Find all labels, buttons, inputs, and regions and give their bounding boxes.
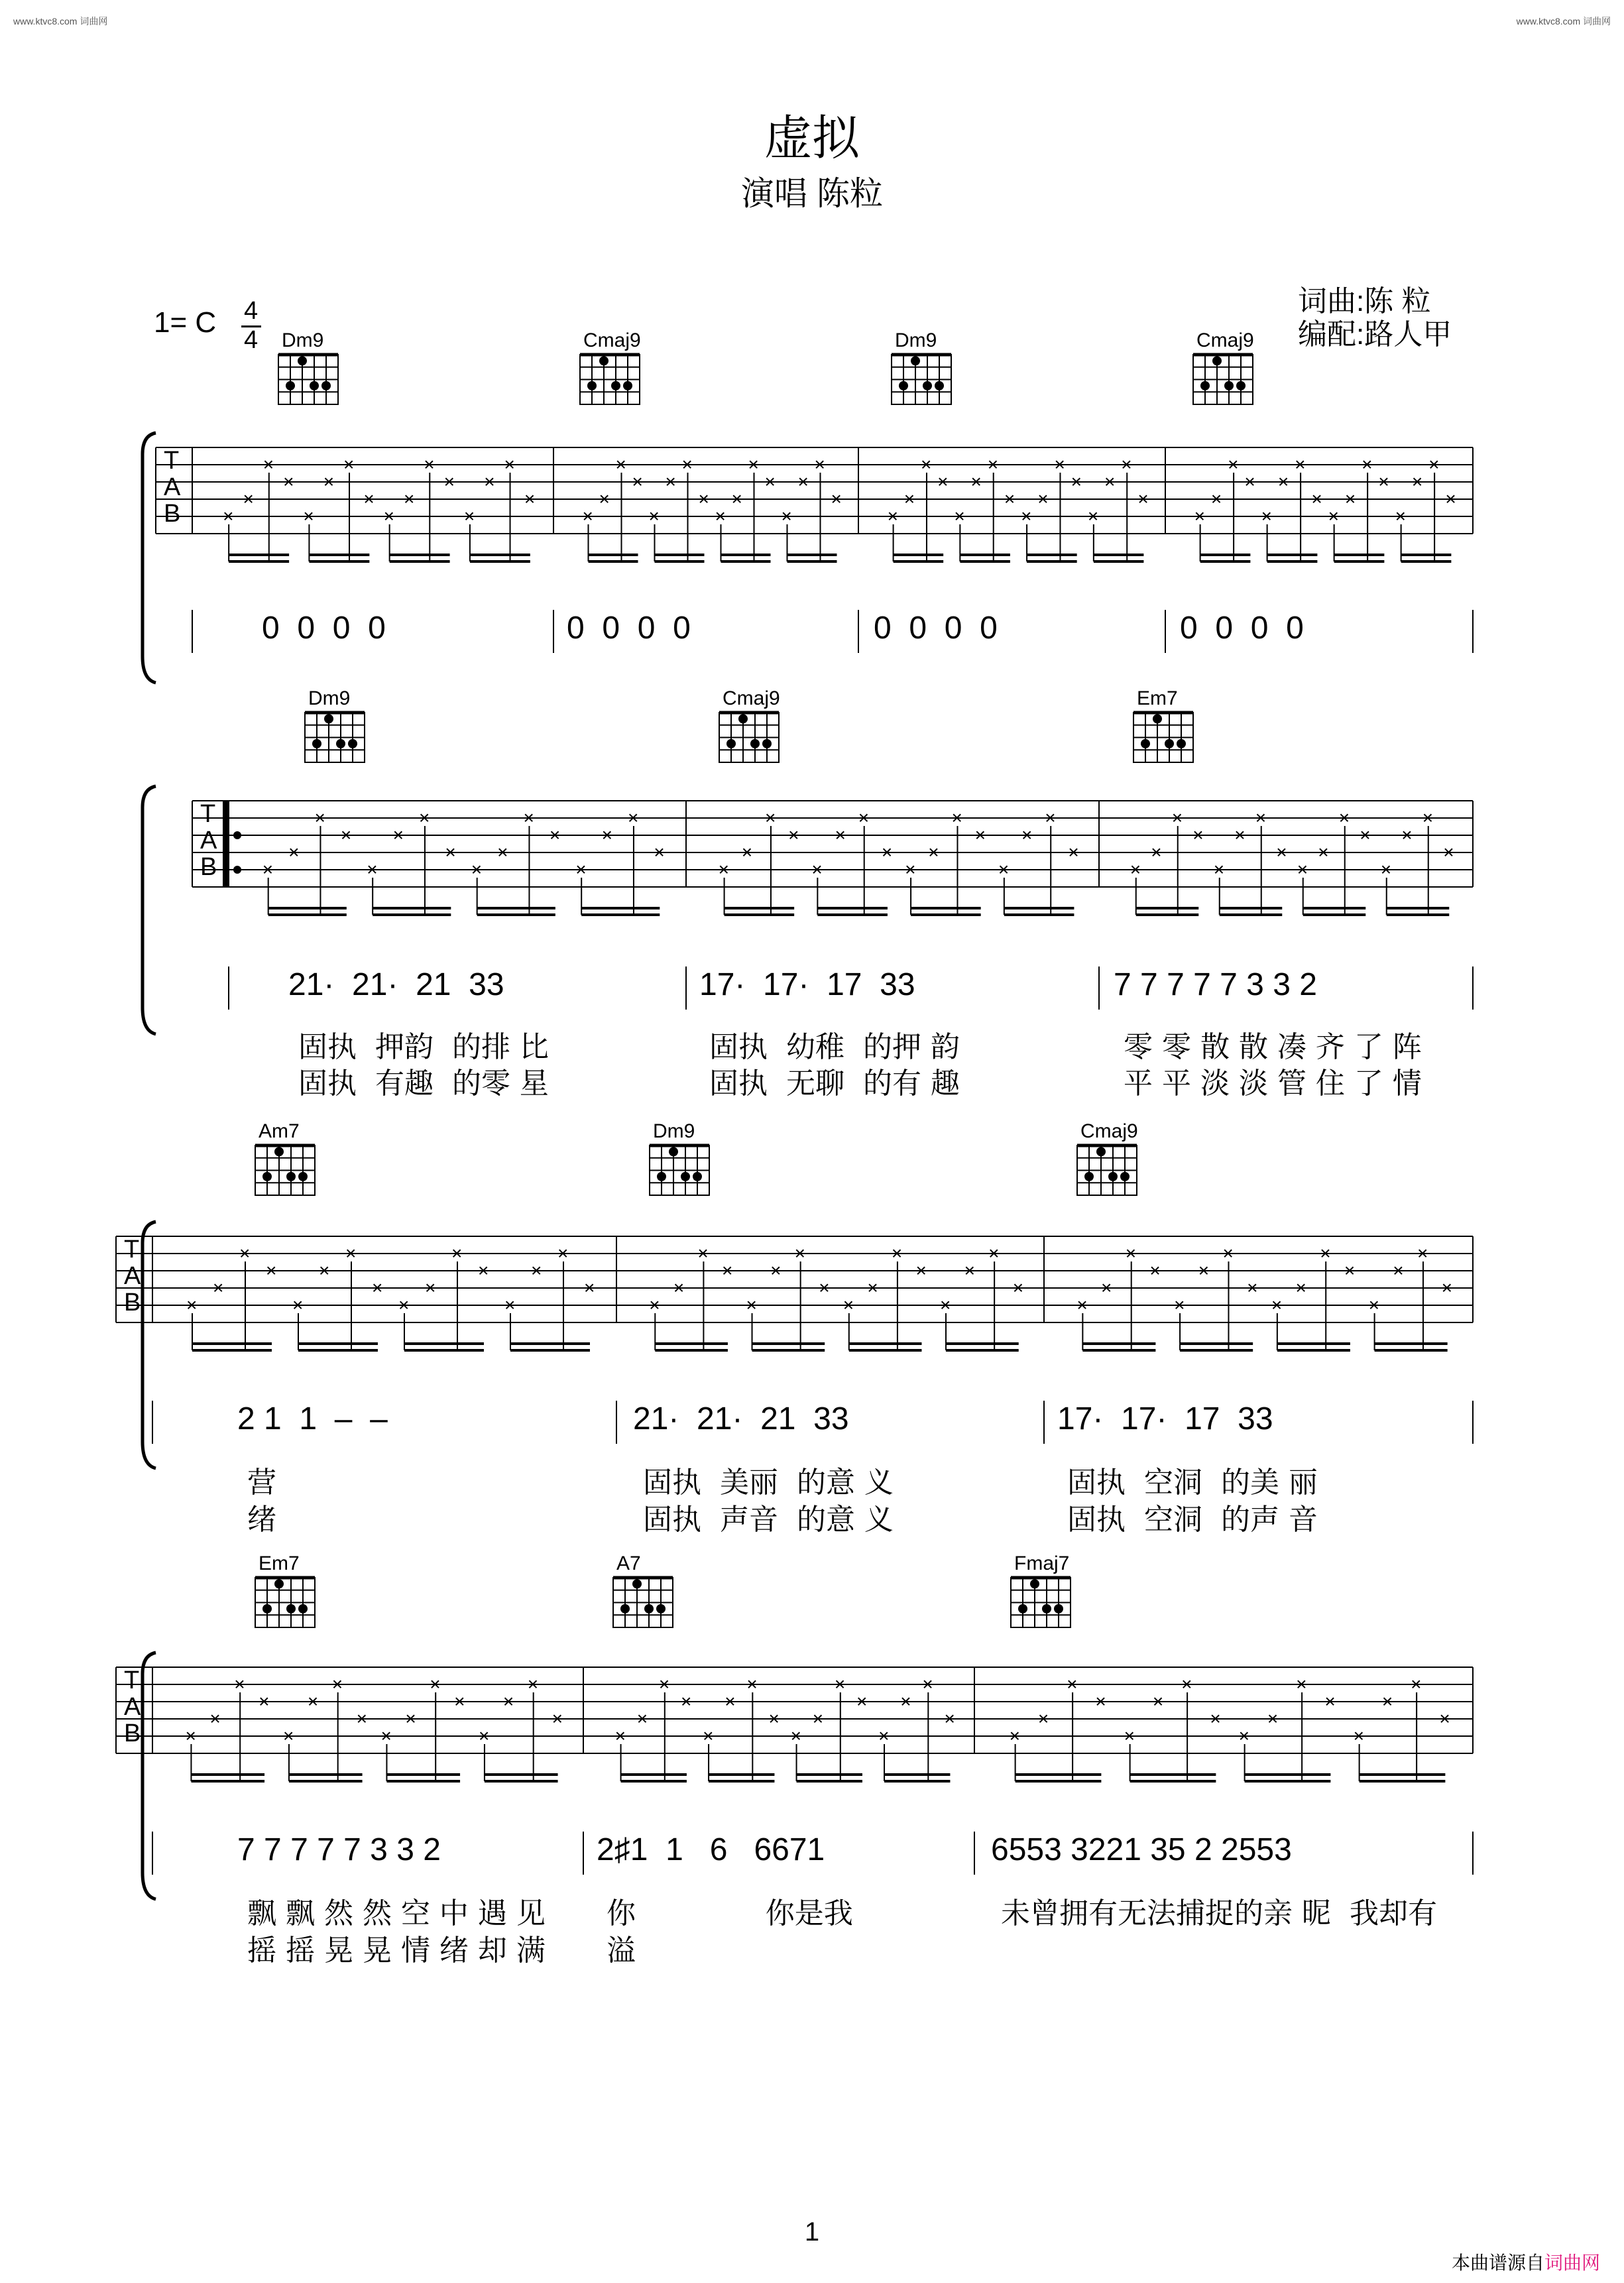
tab-note-mark: × <box>292 1295 304 1315</box>
tab-note-mark: × <box>185 1726 196 1746</box>
tab-note-mark: × <box>768 1708 780 1729</box>
tab-note-mark: × <box>878 1726 890 1746</box>
tab-note-mark: × <box>680 1691 692 1712</box>
lyric-line-verse-1: 固执 空洞 的美 丽 <box>1067 1466 1318 1499</box>
tab-clef-letter: A <box>124 1693 141 1721</box>
tab-note-mark: × <box>974 825 986 845</box>
tab-note-mark: × <box>340 825 352 845</box>
tab-note-mark: × <box>1095 1691 1106 1712</box>
tab-note-mark: × <box>627 807 639 828</box>
numbered-notation-measure: 17· 17· 17 33 <box>699 967 915 1002</box>
tab-note-mark: × <box>1411 1674 1422 1694</box>
tab-note-mark: × <box>794 1243 806 1263</box>
tab-note-mark: × <box>1395 506 1406 526</box>
tab-note-mark: × <box>703 1726 714 1746</box>
tab-note-mark: × <box>1267 1708 1279 1729</box>
numbered-notation-measure: 0 0 0 0 <box>262 611 386 646</box>
chord-name: Cmaj9 <box>723 687 780 709</box>
tab-note-mark: × <box>1318 842 1329 862</box>
tab-note-mark: × <box>746 1295 757 1315</box>
tab-note-mark: × <box>1210 489 1222 509</box>
tab-note-mark: × <box>1067 1674 1078 1694</box>
tab-note-mark: × <box>209 1708 221 1729</box>
tab-note-mark: × <box>1401 825 1413 845</box>
chord-name: Am7 <box>259 1120 300 1142</box>
tab-note-mark: × <box>582 506 593 526</box>
tab-note-mark: × <box>1380 859 1392 880</box>
tab-note-mark: × <box>484 471 495 492</box>
lyric-line-verse-2: 绪 <box>247 1503 276 1537</box>
tab-note-mark: × <box>307 1691 319 1712</box>
numbered-notation-measure: 0 0 0 0 <box>567 611 691 646</box>
tab-note-mark: × <box>1228 454 1239 475</box>
tab-note-mark: × <box>380 1726 392 1746</box>
tab-note-mark: × <box>1171 807 1183 828</box>
tab-note-mark: × <box>1021 506 1032 526</box>
tab-note-mark: × <box>1277 471 1289 492</box>
tab-note-mark: × <box>658 1674 670 1694</box>
tab-note-mark: × <box>654 842 665 862</box>
tab-clef-letter: T <box>164 447 180 475</box>
numbered-notation-measure: 2♯1 1 6 6671 <box>597 1832 825 1867</box>
numbered-notation-measure: 7 7 7 7 7 3 3 2 <box>237 1832 441 1867</box>
tab-note-mark: × <box>1244 471 1255 492</box>
tab-note-mark: × <box>1121 454 1132 475</box>
tab-note-mark: × <box>383 506 395 526</box>
tab-note-mark: × <box>797 471 809 492</box>
tab-note-mark: × <box>673 1277 685 1298</box>
lyric-line-verse-2: 平 平 淡 淡 管 住 了 情 <box>1124 1067 1422 1100</box>
tab-note-mark: × <box>698 489 709 509</box>
tab-note-mark: × <box>372 1277 383 1298</box>
tab-clef-letter: T <box>124 1667 140 1694</box>
tab-note-mark: × <box>665 471 676 492</box>
tab-note-mark: × <box>988 1243 1000 1263</box>
tab-note-mark: × <box>636 1708 648 1729</box>
tab-note-mark: × <box>856 1691 868 1712</box>
tab-note-mark: × <box>1297 859 1308 880</box>
tab-note-mark: × <box>819 1277 830 1298</box>
tab-note-mark: × <box>1104 471 1116 492</box>
tab-clef-letter: B <box>164 500 181 528</box>
tab-note-mark: × <box>1296 1674 1307 1694</box>
tab-note-mark: × <box>842 1295 854 1315</box>
tab-note-mark: × <box>584 1277 595 1298</box>
tab-note-mark: × <box>601 825 612 845</box>
tab-note-mark: × <box>718 859 729 880</box>
tab-note-mark: × <box>1344 1260 1356 1281</box>
tab-note-mark: × <box>243 489 254 509</box>
tab-note-mark: × <box>764 471 776 492</box>
tab-note-mark: × <box>648 506 660 526</box>
lyric-line-verse-2: 溢 <box>607 1934 636 1967</box>
tab-note-mark: × <box>881 842 893 862</box>
lyric-line-verse-1: 固执 幼稚 的押 韵 <box>709 1030 960 1064</box>
numbered-notation-measure: 0 0 0 0 <box>1180 611 1304 646</box>
tab-note-mark: × <box>1198 1260 1210 1281</box>
tab-note-mark: × <box>266 1260 277 1281</box>
tab-note-mark: × <box>1445 489 1456 509</box>
tab-note-mark: × <box>575 859 587 880</box>
tab-note-mark: × <box>1071 471 1082 492</box>
tab-note-mark: × <box>599 489 610 509</box>
tab-note-mark: × <box>1368 1295 1379 1315</box>
tab-note-mark: × <box>951 807 962 828</box>
tab-note-mark: × <box>443 471 455 492</box>
tab-note-mark: × <box>887 506 898 526</box>
tab-note-mark: × <box>891 1243 903 1263</box>
tab-note-mark: × <box>1295 454 1306 475</box>
numbered-notation-measure: 21· 21· 21 33 <box>288 967 504 1002</box>
tab-note-mark: × <box>471 859 483 880</box>
tab-note-mark: × <box>1045 807 1056 828</box>
tab-note-mark: × <box>343 454 355 475</box>
tab-note-mark: × <box>259 1691 270 1712</box>
tab-note-mark: × <box>900 1691 911 1712</box>
tab-note-mark: × <box>1101 1277 1112 1298</box>
chord-name: Dm9 <box>895 329 937 351</box>
tab-note-mark: × <box>424 454 435 475</box>
tab-note-mark: × <box>1151 842 1162 862</box>
time-signature-bottom: 4 <box>244 326 259 354</box>
arranger-credit: 编配:路人甲 <box>1298 318 1452 351</box>
tab-note-mark: × <box>303 506 314 526</box>
tab-note-mark: × <box>1009 1726 1020 1746</box>
performer-line: 演唱 陈粒 <box>741 175 883 212</box>
tab-note-mark: × <box>1393 1260 1404 1281</box>
tab-note-mark: × <box>239 1243 251 1263</box>
tab-note-mark: × <box>748 454 759 475</box>
tab-note-mark: × <box>1422 807 1434 828</box>
tab-note-mark: × <box>721 1260 733 1281</box>
chord-name: Dm9 <box>308 687 351 709</box>
tab-note-mark: × <box>987 454 999 475</box>
tab-note-mark: × <box>1295 1277 1306 1298</box>
tab-note-mark: × <box>367 859 378 880</box>
tab-note-mark: × <box>1381 1691 1393 1712</box>
tab-note-mark: × <box>632 471 643 492</box>
tab-note-mark: × <box>1068 842 1079 862</box>
tab-note-mark: × <box>262 454 274 475</box>
tab-note-mark: × <box>812 1708 824 1729</box>
tab-note-mark: × <box>1276 842 1287 862</box>
tab-note-mark: × <box>1037 489 1049 509</box>
numbered-notation-measure: 0 0 0 0 <box>874 611 998 646</box>
lyric-line-verse-1: 营 <box>247 1466 276 1499</box>
tab-note-mark: × <box>502 1691 514 1712</box>
tab-note-mark: × <box>1344 489 1356 509</box>
tab-note-mark: × <box>905 859 916 880</box>
chord-name: Fmaj7 <box>1014 1552 1070 1574</box>
lyric-line-verse-1: 未曾拥有无法捕捉的亲 昵 我却有 <box>1001 1897 1437 1930</box>
tab-note-mark: × <box>1192 825 1204 845</box>
tab-note-mark: × <box>403 489 415 509</box>
song-title: 虚拟 <box>764 112 860 165</box>
tab-note-mark: × <box>356 1708 367 1729</box>
tab-note-mark: × <box>928 842 939 862</box>
tab-note-mark: × <box>524 489 536 509</box>
site-watermark-right: www.ktvc8.com 词曲网 <box>1516 16 1611 27</box>
tab-note-mark: × <box>1210 1708 1221 1729</box>
tab-note-mark: × <box>649 1295 660 1315</box>
lyric-line-verse-2: 固执 无聊 的有 趣 <box>709 1067 960 1100</box>
tab-note-mark: × <box>954 506 965 526</box>
tab-note-mark: × <box>551 1708 563 1729</box>
tab-note-mark: × <box>1255 807 1267 828</box>
tab-note-mark: × <box>1338 807 1350 828</box>
tab-clef-letter: A <box>200 827 217 854</box>
tab-clef-letter: A <box>124 1262 141 1290</box>
chord-name: A7 <box>616 1552 641 1574</box>
lyric-line-verse-1: 你 你是我 <box>607 1897 853 1930</box>
tab-note-mark: × <box>741 842 753 862</box>
tab-note-mark: × <box>1353 1726 1364 1746</box>
tab-note-mark: × <box>834 1674 846 1694</box>
lyric-line-verse-1: 固执 押韵 的排 比 <box>298 1030 549 1064</box>
tab-note-mark: × <box>234 1674 245 1694</box>
tab-note-mark: × <box>262 859 274 880</box>
tab-note-mark: × <box>314 807 325 828</box>
tab-note-mark: × <box>835 825 846 845</box>
lyric-line-verse-2: 固执 有趣 的零 星 <box>298 1067 549 1100</box>
tab-note-mark: × <box>1320 1243 1331 1263</box>
lyric-line-verse-1: 零 零 散 散 凑 齐 了 阵 <box>1124 1030 1422 1064</box>
tab-note-mark: × <box>1076 1295 1088 1315</box>
tab-note-mark: × <box>920 454 932 475</box>
tab-note-mark: × <box>549 825 561 845</box>
lyric-line-verse-2: 摇 摇 晃 晃 情 绪 却 满 <box>247 1934 546 1967</box>
lyric-line-verse-1: 固执 美丽 的意 义 <box>643 1466 894 1499</box>
time-signature-top: 4 <box>244 297 259 325</box>
tab-note-mark: × <box>1054 454 1065 475</box>
tab-note-mark: × <box>398 1295 410 1315</box>
tab-note-mark: × <box>903 489 915 509</box>
chord-name: Dm9 <box>282 329 324 351</box>
tab-note-mark: × <box>345 1243 357 1263</box>
tab-note-mark: × <box>523 807 534 828</box>
tab-note-mark: × <box>1362 454 1373 475</box>
tab-note-mark: × <box>1439 1708 1450 1729</box>
tab-note-mark: × <box>557 1243 569 1263</box>
tab-note-mark: × <box>319 1260 330 1281</box>
tab-note-mark: × <box>1137 489 1149 509</box>
tab-note-mark: × <box>964 1260 975 1281</box>
numbered-notation-measure: 6553 3221 35 2 2553 <box>991 1832 1292 1867</box>
lyric-line-verse-1: 飘 飘 然 然 空 中 遇 见 <box>247 1897 546 1930</box>
tab-note-mark: × <box>430 1674 441 1694</box>
tab-note-mark: × <box>831 489 842 509</box>
tab-note-mark: × <box>223 506 234 526</box>
key-signature: 1= C <box>154 306 217 339</box>
tab-note-mark: × <box>425 1277 436 1298</box>
tab-note-mark: × <box>323 471 335 492</box>
tab-note-mark: × <box>1411 471 1423 492</box>
tab-note-mark: × <box>463 506 475 526</box>
tab-note-mark: × <box>746 1674 758 1694</box>
tab-note-mark: × <box>781 506 792 526</box>
tab-note-mark: × <box>1234 825 1246 845</box>
chord-name: Em7 <box>1137 687 1178 709</box>
tab-note-mark: × <box>331 1674 343 1694</box>
page-number: 1 <box>804 2217 820 2247</box>
numbered-notation-measure: 17· 17· 17 33 <box>1057 1401 1273 1436</box>
tab-note-mark: × <box>478 1726 490 1746</box>
tab-note-mark: × <box>1324 1691 1336 1712</box>
tab-note-mark: × <box>1152 1691 1164 1712</box>
tab-clef-letter: A <box>164 473 181 501</box>
tab-note-mark: × <box>614 1726 626 1746</box>
tab-note-mark: × <box>392 825 404 845</box>
source-label: 本曲谱源自 <box>1452 2253 1545 2273</box>
numbered-notation-measure: 7 7 7 7 7 3 3 2 <box>1114 967 1317 1002</box>
tab-note-mark: × <box>1124 1726 1135 1746</box>
tab-note-mark: × <box>445 842 456 862</box>
tab-note-mark: × <box>1181 1674 1192 1694</box>
tab-note-mark: × <box>213 1277 224 1298</box>
tab-note-mark: × <box>940 1295 951 1315</box>
tab-note-mark: × <box>922 1674 933 1694</box>
tab-note-mark: × <box>715 506 726 526</box>
tab-note-mark: × <box>478 1260 489 1281</box>
chord-name: Cmaj9 <box>1196 329 1254 351</box>
chord-name: Cmaj9 <box>1080 1120 1138 1142</box>
chord-name: Em7 <box>259 1552 300 1574</box>
tab-note-mark: × <box>1213 859 1225 880</box>
tab-note-mark: × <box>1149 1260 1161 1281</box>
tab-note-mark: × <box>1004 489 1015 509</box>
tab-clef-letter: B <box>124 1720 141 1747</box>
tab-note-mark: × <box>504 1295 516 1315</box>
tab-note-mark: × <box>998 859 1010 880</box>
tab-note-mark: × <box>944 1708 955 1729</box>
tab-note-mark: × <box>1087 506 1099 526</box>
tab-note-mark: × <box>697 1243 709 1263</box>
tab-clef-letter: T <box>124 1236 140 1263</box>
tab-note-mark: × <box>1271 1295 1283 1315</box>
tab-note-mark: × <box>867 1277 878 1298</box>
tab-note-mark: × <box>1125 1243 1137 1263</box>
tab-note-mark: × <box>937 471 949 492</box>
tab-note-mark: × <box>497 842 508 862</box>
tab-note-mark: × <box>418 807 430 828</box>
tab-note-mark: × <box>504 454 515 475</box>
tab-note-mark: × <box>282 1726 294 1746</box>
tab-note-mark: × <box>451 1243 463 1263</box>
tab-note-mark: × <box>1311 489 1322 509</box>
tab-note-mark: × <box>405 1708 416 1729</box>
tab-note-mark: × <box>363 489 375 509</box>
tab-note-mark: × <box>527 1674 539 1694</box>
tab-note-mark: × <box>1261 506 1272 526</box>
tab-note-mark: × <box>615 454 626 475</box>
tab-note-mark: × <box>1238 1726 1249 1746</box>
tab-clef-letter: B <box>124 1289 141 1317</box>
tab-note-mark: × <box>186 1295 198 1315</box>
system-brace <box>143 1653 156 1899</box>
site-watermark-left: www.ktvc8.com 词曲网 <box>13 16 108 27</box>
tab-note-mark: × <box>1194 506 1205 526</box>
tab-note-mark: × <box>1174 1295 1185 1315</box>
tab-clef-letter: T <box>200 800 216 828</box>
tab-note-mark: × <box>681 454 693 475</box>
tab-note-mark: × <box>531 1260 542 1281</box>
tab-note-mark: × <box>1021 825 1033 845</box>
tab-note-mark: × <box>788 825 799 845</box>
tab-note-mark: × <box>1222 1243 1234 1263</box>
tab-note-mark: × <box>1417 1243 1428 1263</box>
tab-note-mark: × <box>764 807 776 828</box>
source-site-label: 词曲网 <box>1544 2253 1601 2273</box>
tab-note-mark: × <box>1037 1708 1049 1729</box>
tab-note-mark: × <box>1130 859 1141 880</box>
lyric-line-verse-2: 固执 声音 的意 义 <box>643 1503 894 1537</box>
tab-note-mark: × <box>725 1691 736 1712</box>
tab-note-mark: × <box>1247 1277 1258 1298</box>
tab-note-mark: × <box>1378 471 1389 492</box>
composer-credit: 词曲:陈 粒 <box>1298 285 1431 318</box>
chord-name: Cmaj9 <box>583 329 641 351</box>
tab-note-mark: × <box>915 1260 927 1281</box>
tab-note-mark: × <box>288 842 300 862</box>
chord-name: Dm9 <box>653 1120 695 1142</box>
tab-note-mark: × <box>454 1691 465 1712</box>
numbered-notation-measure: 2 1 1 – – <box>237 1401 388 1436</box>
tab-note-mark: × <box>790 1726 801 1746</box>
tab-note-mark: × <box>283 471 294 492</box>
tab-note-mark: × <box>1441 1277 1453 1298</box>
numbered-notation-measure: 21· 21· 21 33 <box>633 1401 849 1436</box>
tab-note-mark: × <box>1012 1277 1024 1298</box>
tab-note-mark: × <box>770 1260 782 1281</box>
tab-note-mark: × <box>1428 454 1440 475</box>
lyric-line-verse-2: 固执 空洞 的声 音 <box>1067 1503 1318 1537</box>
tab-note-mark: × <box>858 807 870 828</box>
tab-note-mark: × <box>814 454 825 475</box>
tab-note-mark: × <box>1360 825 1371 845</box>
tab-note-mark: × <box>970 471 982 492</box>
tab-note-mark: × <box>811 859 823 880</box>
tab-note-mark: × <box>1328 506 1339 526</box>
tab-note-mark: × <box>731 489 742 509</box>
tab-note-mark: × <box>1443 842 1454 862</box>
tab-clef-letter: B <box>200 853 217 881</box>
